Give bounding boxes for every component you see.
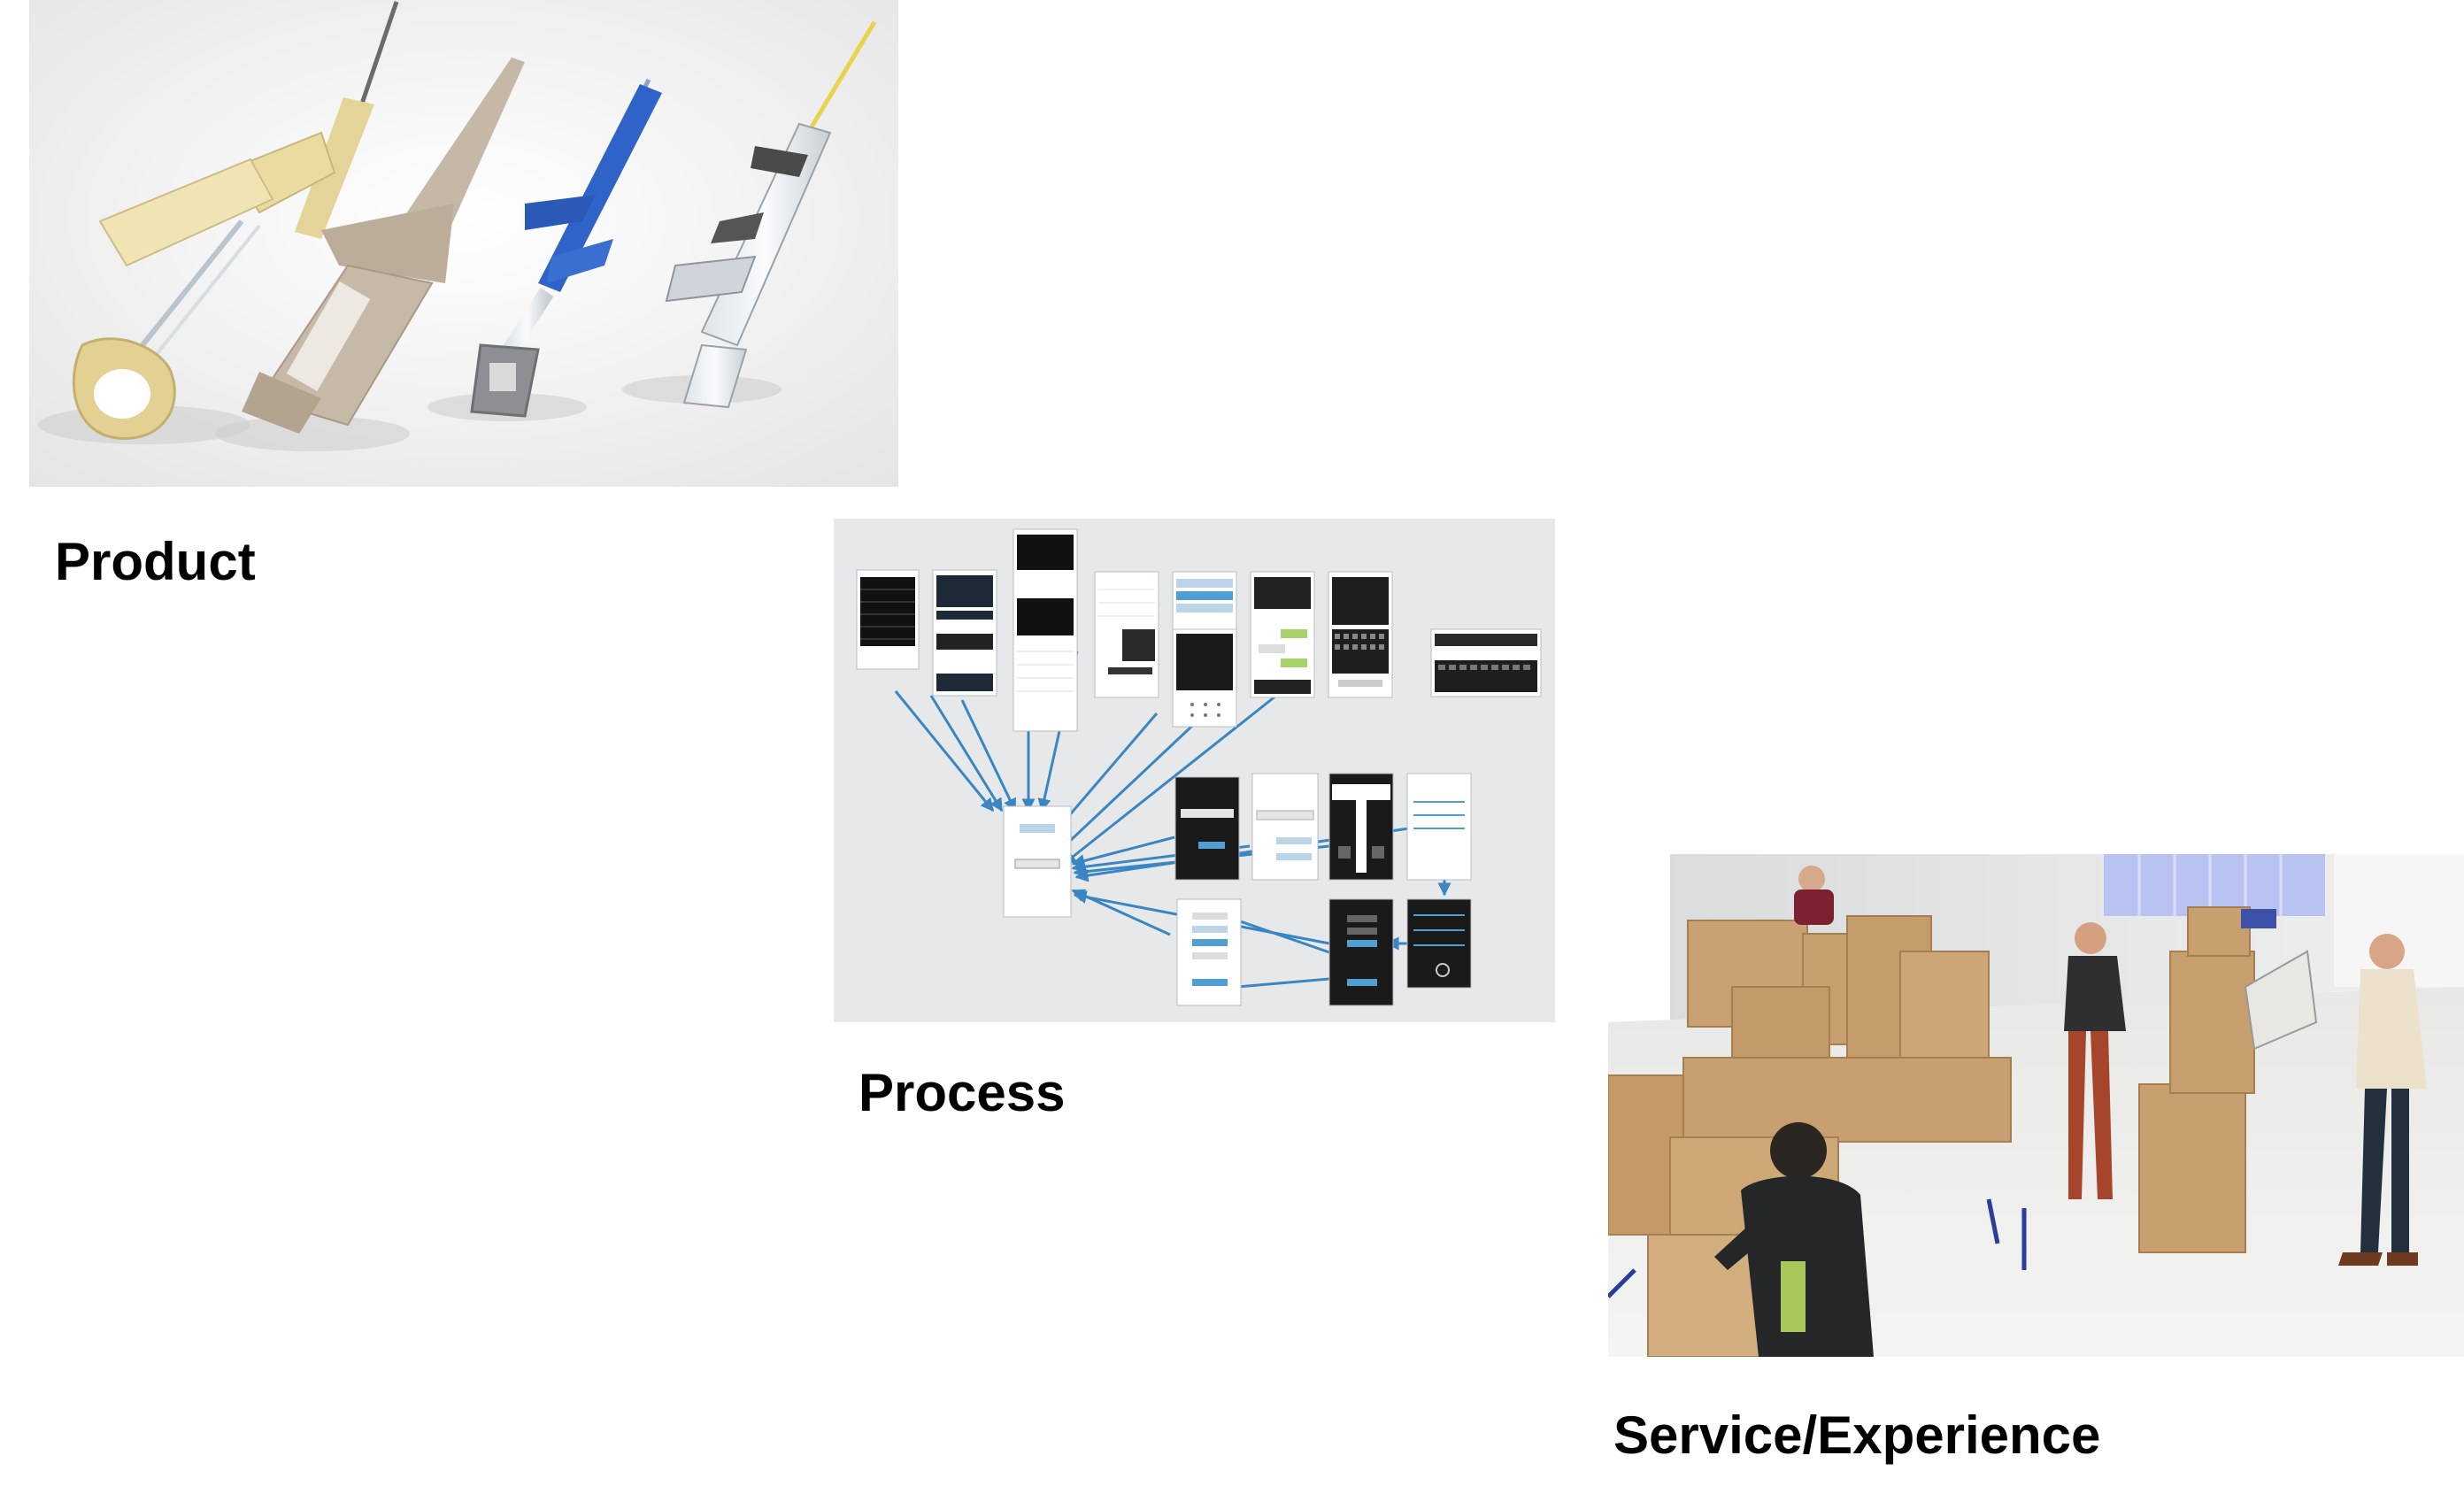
screen-15	[1407, 899, 1471, 988]
process-caption: Process	[859, 1063, 1066, 1122]
screen-7	[1328, 572, 1392, 697]
screen-12	[1407, 774, 1471, 880]
screen-11	[1329, 774, 1393, 880]
screen-10	[1252, 774, 1318, 880]
screen-2	[933, 570, 997, 696]
screen-6	[1251, 572, 1314, 697]
process-flow-diagram	[834, 519, 1555, 1022]
service-experience-caption: Service/Experience	[1613, 1405, 2101, 1465]
screen-14	[1329, 899, 1393, 1005]
service-experience-photo	[1608, 854, 2464, 1357]
screen-3	[1013, 529, 1077, 731]
product-caption: Product	[55, 532, 256, 591]
product-photo	[29, 0, 898, 487]
screen-8	[1431, 629, 1541, 697]
screen-main	[1004, 806, 1071, 917]
screen-13	[1177, 899, 1241, 1005]
screen-9	[1175, 777, 1239, 880]
screen-5	[1173, 572, 1236, 727]
screen-4	[1095, 572, 1159, 697]
screen-1	[857, 570, 919, 669]
